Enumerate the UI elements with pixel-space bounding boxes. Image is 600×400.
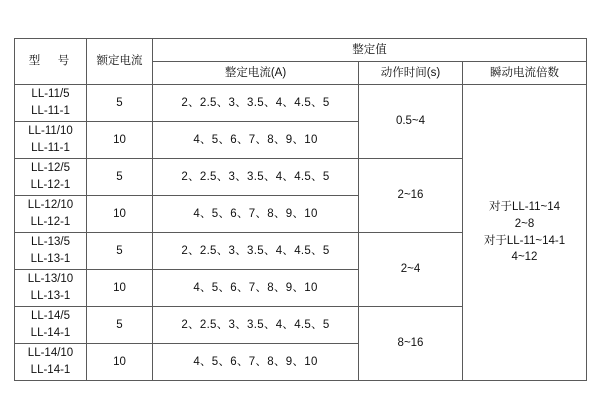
cell-rated-current: 10 [87,196,153,233]
model-line-2: LL-14-1 [30,327,71,339]
model-line-1: LL-13/10 [27,273,74,286]
header-action-time: 动作时间(s) [359,62,463,85]
header-rated-current: 额定电流 [87,39,153,85]
instant-multiple-line-1: 对于LL-11~14 [488,201,561,214]
cell-setting-current: 2、2.5、3、3.5、4、4.5、5 [153,85,359,122]
cell-rated-current: 5 [87,233,153,270]
header-instant-multiple: 瞬动电流倍数 [463,62,587,85]
cell-rated-current: 5 [87,307,153,344]
model-line-1: LL-12/10 [27,199,74,212]
model-line-2: LL-14-1 [30,364,71,376]
cell-setting-current: 4、5、6、7、8、9、10 [153,344,359,381]
cell-model [15,85,87,122]
model-line-2: LL-12-1 [30,179,71,191]
cell-model [15,233,87,270]
model-line-1: LL-11/10 [28,125,73,138]
model-line-1: LL-12/5 [30,162,70,175]
cell-instant-multiple [463,85,587,381]
model-line-1: LL-14/10 [27,347,74,360]
cell-setting-current: 4、5、6、7、8、9、10 [153,270,359,307]
spec-table-wrapper [14,38,586,381]
cell-setting-current: 2、2.5、3、3.5、4、4.5、5 [153,233,359,270]
cell-rated-current: 10 [87,344,153,381]
cell-setting-current: 4、5、6、7、8、9、10 [153,122,359,159]
model-line-1: LL-11/5 [31,88,70,101]
model-line-1: LL-13/5 [30,236,70,249]
cell-model [15,270,87,307]
model-line-2: LL-13-1 [30,290,71,302]
cell-model [15,344,87,381]
table-row [15,85,587,122]
cell-action-time: 2~16 [359,159,463,233]
cell-model [15,159,87,196]
cell-rated-current: 10 [87,270,153,307]
relay-specification-table [14,38,587,381]
cell-model [15,307,87,344]
cell-setting-current: 4、5、6、7、8、9、10 [153,196,359,233]
model-line-2: LL-11-1 [31,142,70,154]
header-setting-current: 整定电流(A) [153,62,359,85]
cell-setting-current: 2、2.5、3、3.5、4、4.5、5 [153,159,359,196]
cell-model [15,196,87,233]
cell-setting-current: 2、2.5、3、3.5、4、4.5、5 [153,307,359,344]
cell-rated-current: 5 [87,159,153,196]
model-line-1: LL-14/5 [30,310,70,323]
instant-multiple-line-2: 2~8 [514,217,535,230]
cell-rated-current: 5 [87,85,153,122]
cell-model [15,122,87,159]
model-line-2: LL-12-1 [30,216,71,228]
table-body [15,85,587,381]
header-model: 型 号 [15,39,87,85]
table-header [15,39,587,85]
cell-action-time: 2~4 [359,233,463,307]
model-line-2: LL-11-1 [31,105,70,117]
header-setting-value: 整定值 [153,39,587,62]
cell-action-time: 0.5~4 [359,85,463,159]
model-line-2: LL-13-1 [30,253,71,265]
table-header-row-1 [15,39,587,62]
instant-multiple-line-3: 对于LL-11~14-1 [483,234,566,247]
cell-action-time: 8~16 [359,307,463,381]
cell-rated-current: 10 [87,122,153,159]
instant-multiple-line-4: 4~12 [511,251,538,264]
